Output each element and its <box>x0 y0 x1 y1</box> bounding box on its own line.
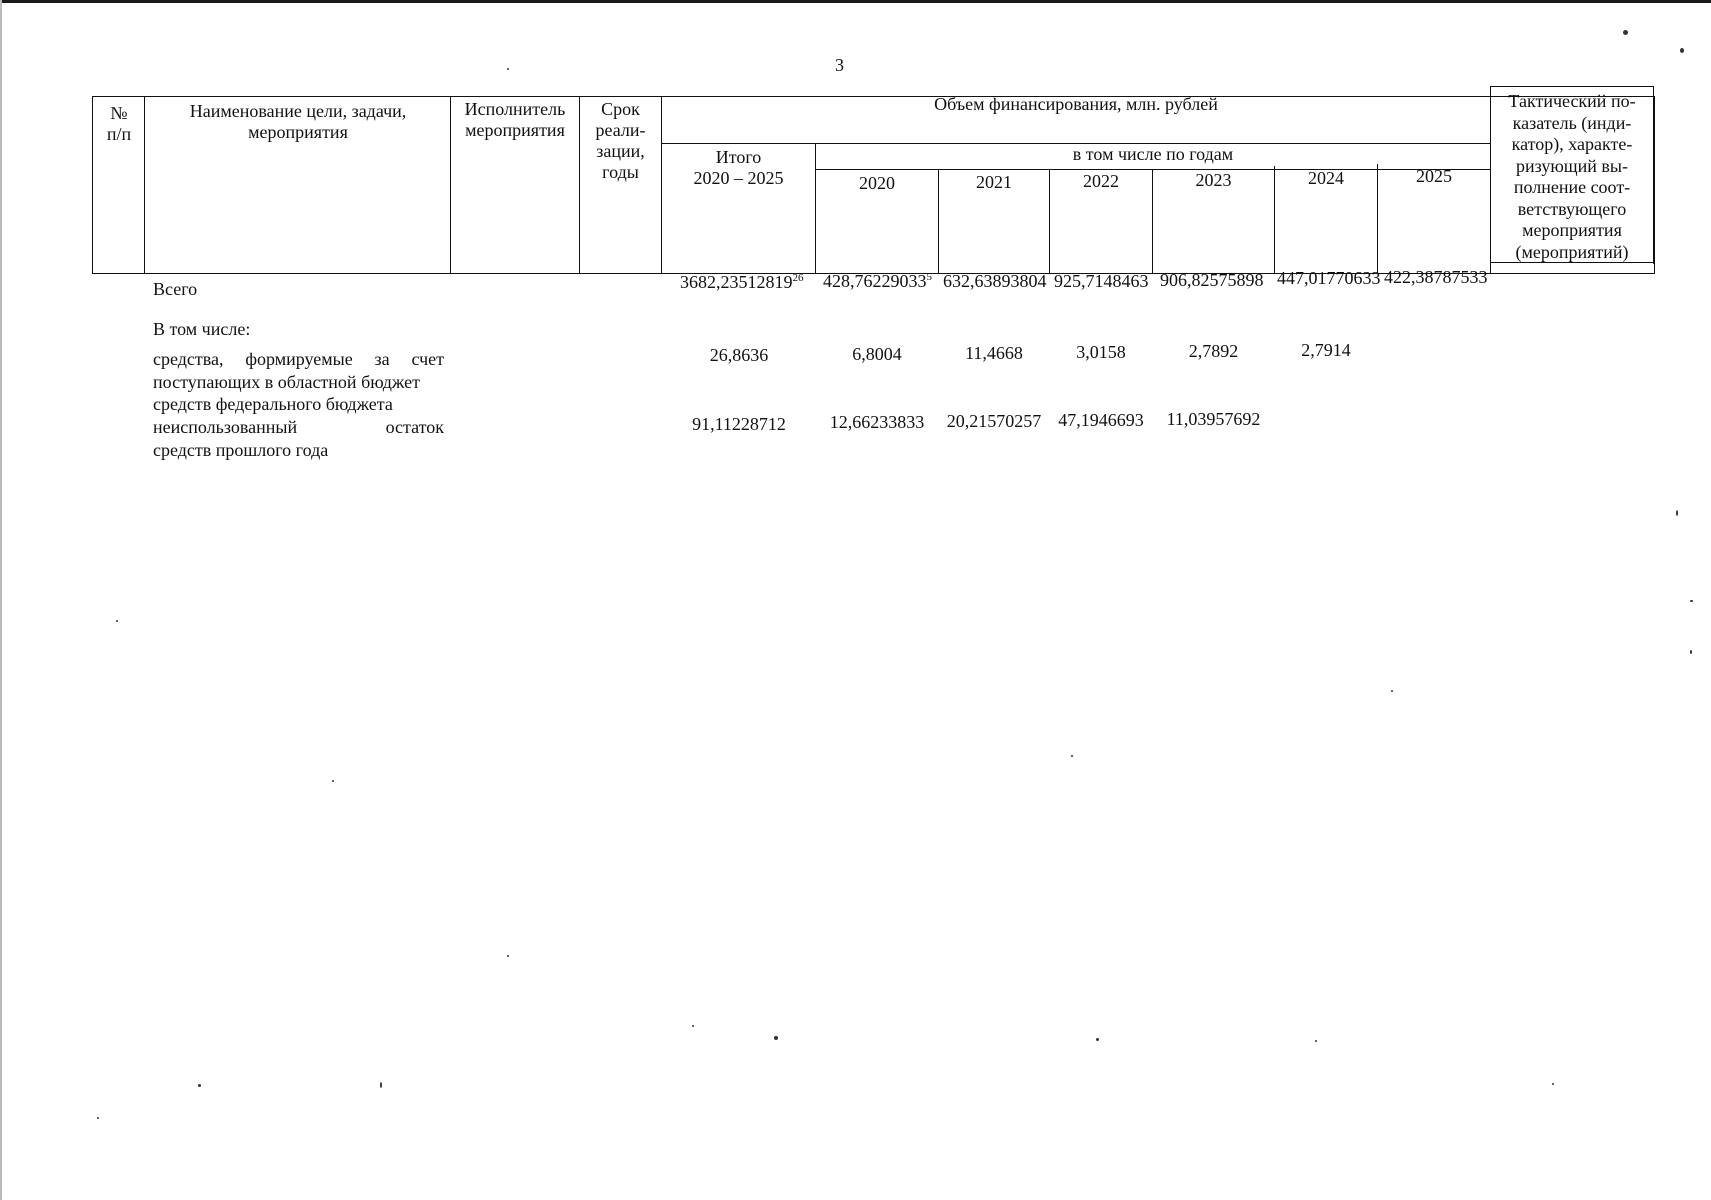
col-sep-4 <box>661 96 662 274</box>
header-year-2023: 2023 <box>1195 170 1232 190</box>
row-federal-2020: 6,8004 <box>852 344 902 364</box>
header-year-2025: 2025 <box>1416 166 1452 186</box>
row-federal-2021: 11,4668 <box>965 343 1023 363</box>
header-year-2020: 2020 <box>859 173 895 193</box>
header-funding: Объем финансирования, млн. рублей <box>934 94 1218 114</box>
col-sep-2021 <box>1049 169 1050 274</box>
speck <box>1552 1083 1554 1085</box>
col-sep-total <box>815 143 816 274</box>
row-unused-2020: 12,66233833 <box>829 412 925 432</box>
speck <box>97 1117 99 1119</box>
scan-left-edge <box>0 0 2 1200</box>
row-total-label: Всего <box>153 279 198 299</box>
header-year-2022: 2022 <box>1083 171 1119 191</box>
speck <box>116 620 118 622</box>
row-federal-2022: 3,0158 <box>1076 342 1126 362</box>
header-year-2021: 2021 <box>976 172 1012 192</box>
speck <box>1096 1038 1099 1041</box>
indicator-top-border <box>1490 86 1654 87</box>
speck <box>1690 650 1692 654</box>
row-total-itogo: 3682,23512819$^{26}$ <box>680 272 804 292</box>
row-unused-label-line2: средств прошлого года <box>153 440 329 460</box>
speck <box>507 68 509 70</box>
row-total-2022: 925,7148463 <box>1054 271 1149 291</box>
row-total-2024: 447,01770633 <box>1277 268 1381 288</box>
row-unused-2021: 20,21570257 <box>946 411 1042 431</box>
speck <box>1391 690 1393 692</box>
row-federal-label-line2: поступающих в областной бюджет <box>153 372 420 392</box>
row-unused-label-line1: неиспользованный остаток <box>153 417 444 437</box>
row-federal-label-line3: средств федерального бюджета <box>153 394 393 414</box>
col-sep-2024 <box>1377 164 1378 274</box>
scan-top-edge <box>0 0 1711 3</box>
col-sep-2023 <box>1274 166 1275 274</box>
header-name: Наименование цели, задачи, мероприятия <box>189 101 407 142</box>
header-year-2024: 2024 <box>1308 168 1344 188</box>
col-sep-3 <box>579 96 580 274</box>
speck <box>1623 30 1628 35</box>
speck <box>1676 510 1678 516</box>
speck <box>332 780 334 782</box>
indicator-right-border <box>1653 86 1654 264</box>
speck <box>1315 1040 1317 1042</box>
col-sep-2022 <box>1152 169 1153 274</box>
row-total-2023: 906,82575898 <box>1160 270 1264 290</box>
including-label: В том числе: <box>153 319 251 339</box>
speck <box>1680 48 1684 53</box>
header-by-years: в том числе по годам <box>1072 144 1234 164</box>
speck <box>1690 600 1693 602</box>
row-unused-2023: 11,03957692 <box>1166 409 1261 429</box>
row-total-2025: 422,38787533 <box>1384 267 1488 287</box>
speck <box>1071 755 1073 757</box>
row-federal-2024: 2,7914 <box>1301 340 1351 360</box>
header-period: Срок реали- зации, годы <box>595 99 646 182</box>
page-number: 3 <box>835 55 844 75</box>
col-sep-indicator <box>1490 86 1491 274</box>
row-total-2021: 632,63893804 <box>943 271 1047 291</box>
header-indicator: Тактический по- казатель (инди- катор), характе- ризующий вы- полнение соот- ветствующего мероприятия (мероприятий) <box>1508 91 1636 262</box>
speck <box>380 1082 382 1088</box>
row-total-2020: 428,76229033$^5$ <box>823 271 932 291</box>
col-sep-2 <box>450 96 451 274</box>
row-federal-label-line1: средства, формируемые за счет <box>153 349 444 369</box>
speck <box>507 955 509 957</box>
row-unused-itogo: 91,11228712 <box>692 414 786 434</box>
speck <box>692 1025 694 1027</box>
speck <box>774 1036 778 1040</box>
speck <box>198 1084 201 1087</box>
header-num: № п/п <box>106 103 132 144</box>
header-total: Итого 2020 – 2025 <box>693 147 784 188</box>
row-federal-itogo: 26,8636 <box>709 345 769 365</box>
col-sep-2020 <box>938 169 939 274</box>
row-unused-2022: 47,1946693 <box>1058 410 1144 430</box>
col-sep-1 <box>144 96 145 274</box>
row-federal-2023: 2,7892 <box>1188 341 1239 361</box>
header-executor: Исполнитель мероприятия <box>464 99 566 140</box>
